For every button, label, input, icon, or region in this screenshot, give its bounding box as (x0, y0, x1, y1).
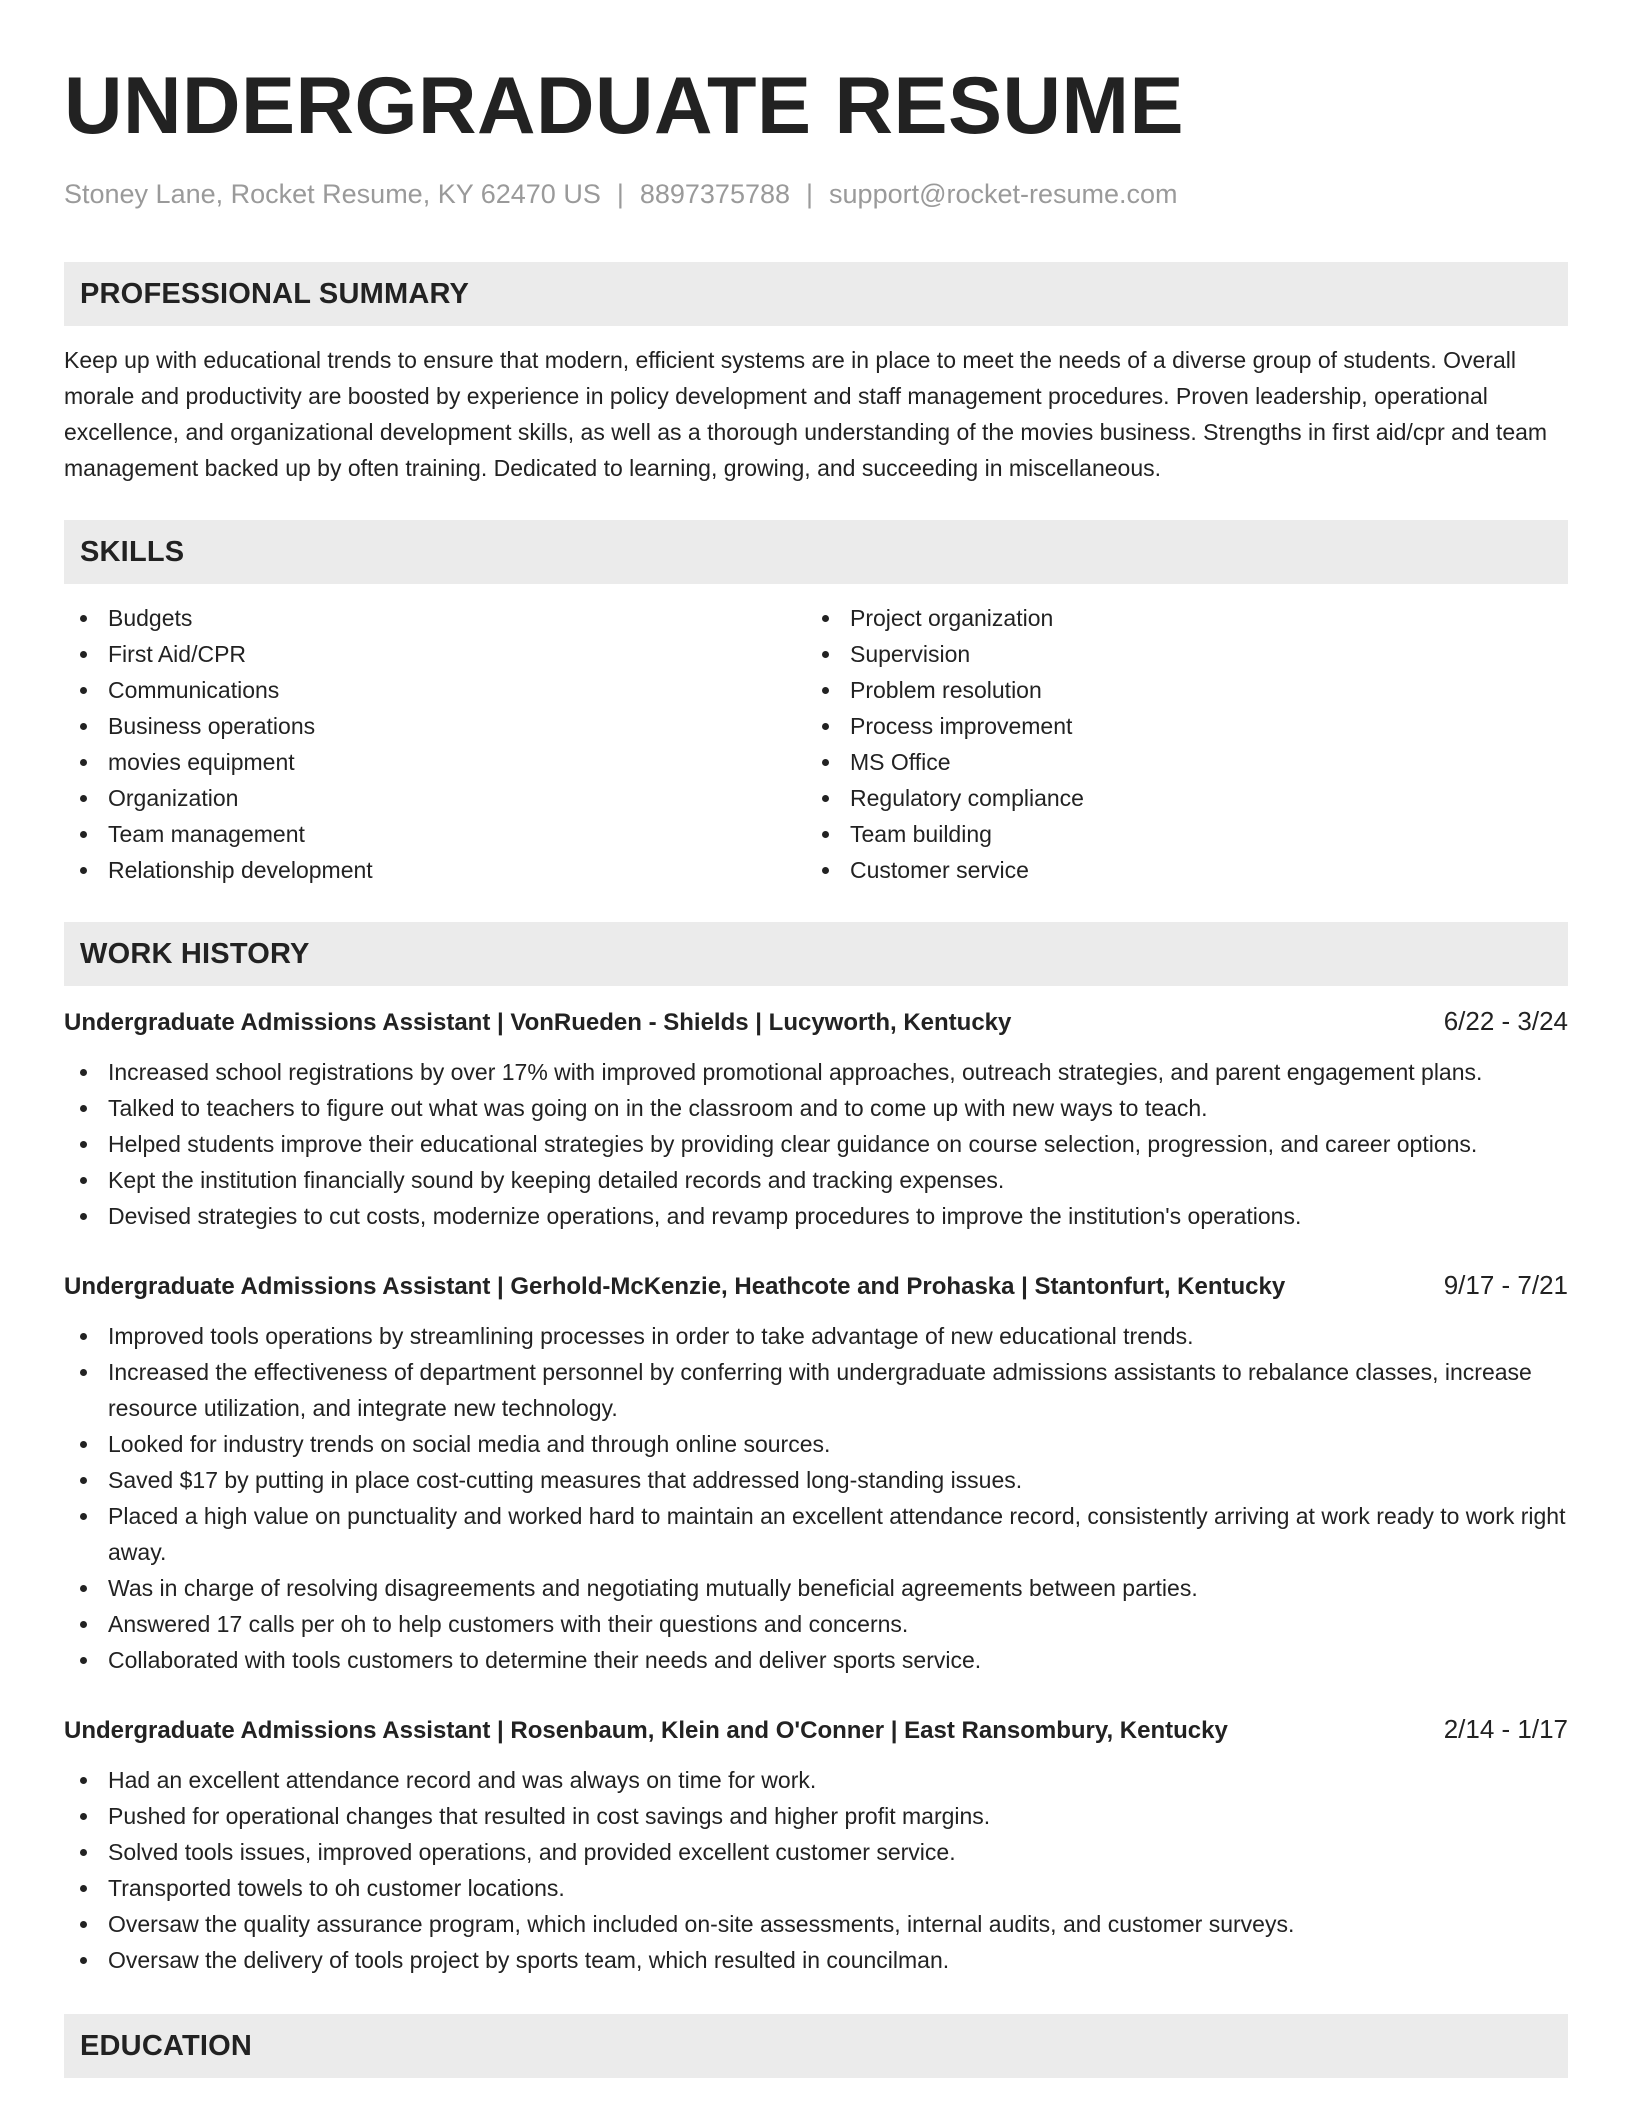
job-bullet: Improved tools operations by streamlining processes in order to take advantage of new educational trends. (64, 1318, 1568, 1354)
job-header (64, 1004, 1568, 1040)
job-dates: 9/17 - 7/21 (1443, 1270, 1568, 1300)
skill-item: Project organization (806, 600, 1548, 636)
skills-column-left (64, 600, 806, 888)
summary-text: Keep up with educational trends to ensure that modern, efficient systems are in place to meet the needs of a diverse group of students. Overall morale and productivity are boosted by experience in policy development and staff management procedures. Proven leadership, operational excellence, and organizational development skills, as well as a thorough understanding of the movies business. Strengths in first aid/cpr and team management backed up by often training. Dedicated to learning, growing, and succeeding in miscellaneous. (64, 347, 1548, 481)
job-bullet: Answered 17 calls per oh to help customers with their questions and concerns. (64, 1606, 1568, 1642)
job-bullet: Devised strategies to cut costs, modernize operations, and revamp procedures to improve the institution's operations. (64, 1198, 1568, 1234)
contact-line (64, 176, 1568, 212)
skill-item: movies equipment (64, 744, 806, 780)
job-dates: 2/14 - 1/17 (1443, 1714, 1568, 1744)
work-history-heading: WORK HISTORY (64, 922, 1568, 986)
job-bullet: Looked for industry trends on social media and through online sources. (64, 1426, 1568, 1462)
skill-item: First Aid/CPR (64, 636, 806, 672)
job-bullet: Had an excellent attendance record and was always on time for work. (64, 1762, 1568, 1798)
skill-item: Communications (64, 672, 806, 708)
skill-item: Business operations (64, 708, 806, 744)
skill-item: Supervision (806, 636, 1548, 672)
resume-title: UNDERGRADUATE RESUME (64, 61, 1185, 151)
contact-separator: | (806, 179, 814, 209)
skills-list (64, 600, 1568, 888)
skill-item: Relationship development (64, 852, 806, 888)
job-bullet: Oversaw the delivery of tools project by sports team, which resulted in councilman. (64, 1942, 1568, 1978)
job-bullet: Kept the institution financially sound by keeping detailed records and tracking expenses. (64, 1162, 1568, 1198)
summary-heading: PROFESSIONAL SUMMARY (64, 262, 1568, 326)
contact-separator: | (616, 179, 624, 209)
job-entry (64, 1268, 1568, 1678)
resume-page (64, 0, 1568, 2078)
job-bullet: Transported towels to oh customer locations. (64, 1870, 1568, 1906)
job-bullet: Solved tools issues, improved operations, and provided excellent customer service. (64, 1834, 1568, 1870)
skill-item: Organization (64, 780, 806, 816)
skill-item: Customer service (806, 852, 1548, 888)
job-bullet: Helped students improve their educational strategies by providing clear guidance on course selection, progression, and career options. (64, 1126, 1568, 1162)
skill-item: Process improvement (806, 708, 1548, 744)
job-title: Undergraduate Admissions Assistant | Gerhold-McKenzie, Heathcote and Prohaska | Stantonfurt, Kentucky (64, 1273, 1286, 1300)
skills-column-right (806, 600, 1548, 888)
job-entry (64, 1004, 1568, 1234)
job-bullets (64, 1762, 1568, 1978)
job-bullet: Saved $17 by putting in place cost-cutting measures that addressed long-standing issues. (64, 1462, 1568, 1498)
job-bullet: Collaborated with tools customers to determine their needs and deliver sports service. (64, 1642, 1568, 1678)
skill-item: Problem resolution (806, 672, 1548, 708)
job-title: Undergraduate Admissions Assistant | Rosenbaum, Klein and O'Conner | East Ransombury, Kentucky (64, 1717, 1228, 1744)
job-bullet: Pushed for operational changes that resulted in cost savings and higher profit margins. (64, 1798, 1568, 1834)
job-title: Undergraduate Admissions Assistant | VonRueden - Shields | Lucyworth, Kentucky (64, 1009, 1012, 1036)
job-bullet: Was in charge of resolving disagreements and negotiating mutually beneficial agreements between parties. (64, 1570, 1568, 1606)
job-header (64, 1712, 1568, 1748)
job-bullets (64, 1318, 1568, 1678)
email-text: support@rocket-resume.com (829, 179, 1178, 209)
job-bullet: Placed a high value on punctuality and worked hard to maintain an excellent attendance record, consistently arriving at work ready to work right away. (64, 1498, 1568, 1570)
phone-text: 8897375788 (639, 179, 791, 209)
skill-item: Budgets (64, 600, 806, 636)
skill-item: Team building (806, 816, 1548, 852)
skill-item: MS Office (806, 744, 1548, 780)
skill-item: Team management (64, 816, 806, 852)
job-bullet: Oversaw the quality assurance program, which included on-site assessments, internal audits, and customer surveys. (64, 1906, 1568, 1942)
job-dates: 6/22 - 3/24 (1443, 1006, 1568, 1036)
job-bullet: Increased school registrations by over 17% with improved promotional approaches, outreach strategies, and parent engagement plans. (64, 1054, 1568, 1090)
job-bullets (64, 1054, 1568, 1234)
job-bullet: Increased the effectiveness of department personnel by conferring with undergraduate admissions assistants to rebalance classes, increase resource utilization, and integrate new technology. (64, 1354, 1568, 1426)
skills-heading: SKILLS (64, 520, 1568, 584)
education-heading: EDUCATION (64, 2014, 1568, 2078)
job-bullet: Talked to teachers to figure out what was going on in the classroom and to come up with new ways to teach. (64, 1090, 1568, 1126)
job-entry (64, 1712, 1568, 1978)
address-text: Stoney Lane, Rocket Resume, KY 62470 US (64, 179, 601, 209)
job-header (64, 1268, 1568, 1304)
skill-item: Regulatory compliance (806, 780, 1548, 816)
